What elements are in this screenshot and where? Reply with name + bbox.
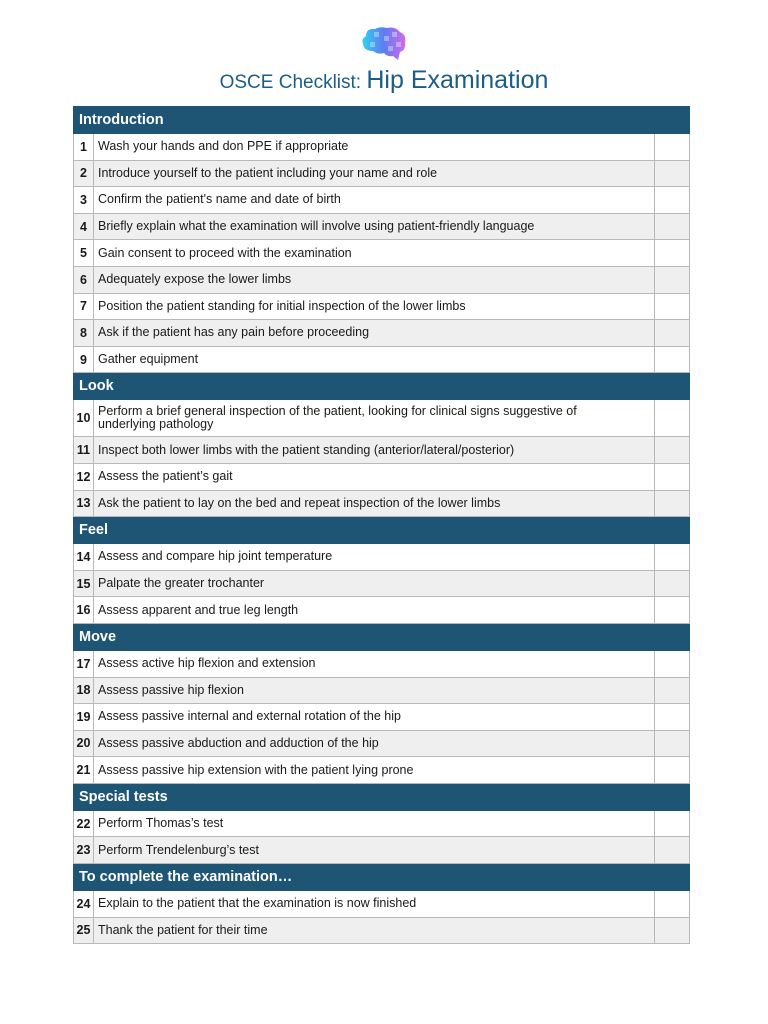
item-text: Confirm the patient's name and date of birth xyxy=(94,187,655,214)
item-text: Gather equipment xyxy=(94,346,655,373)
item-text: Assess apparent and true leg length xyxy=(94,597,655,624)
checkbox-cell[interactable] xyxy=(654,570,689,597)
checklist-row xyxy=(74,134,690,161)
title-main: Hip Examination xyxy=(366,66,549,94)
checkbox-cell[interactable] xyxy=(654,134,689,161)
checklist-row xyxy=(74,490,690,517)
checkbox-cell[interactable] xyxy=(654,187,689,214)
item-number: 7 xyxy=(74,293,94,320)
section-complete-examination xyxy=(74,864,690,944)
section-introduction xyxy=(74,107,690,373)
checklist-table xyxy=(73,106,690,944)
item-text: Perform Thomas’s test xyxy=(94,810,655,837)
section-title: Look xyxy=(74,373,690,400)
checklist-row xyxy=(74,837,690,864)
section-title: Move xyxy=(74,623,690,650)
checklist-row xyxy=(74,240,690,267)
item-text: Briefly explain what the examination will involve using patient-friendly language xyxy=(94,213,655,240)
checklist-row xyxy=(74,650,690,677)
item-number: 16 xyxy=(74,597,94,624)
item-number: 15 xyxy=(74,570,94,597)
item-number: 22 xyxy=(74,810,94,837)
item-number: 14 xyxy=(74,544,94,571)
section-header xyxy=(74,864,690,891)
item-text: Perform a brief general inspection of the patient, looking for clinical signs suggestive of underlying pathology xyxy=(94,400,655,437)
checklist-row xyxy=(74,891,690,918)
item-number: 23 xyxy=(74,837,94,864)
checkbox-cell[interactable] xyxy=(654,757,689,784)
page-title xyxy=(0,66,768,95)
brain-logo-icon xyxy=(360,26,408,64)
item-number: 12 xyxy=(74,463,94,490)
checkbox-cell[interactable] xyxy=(654,437,689,464)
checklist-row xyxy=(74,400,690,437)
checkbox-cell[interactable] xyxy=(654,650,689,677)
checkbox-cell[interactable] xyxy=(654,891,689,918)
item-number: 9 xyxy=(74,346,94,373)
item-text: Wash your hands and don PPE if appropriate xyxy=(94,134,655,161)
checklist-row xyxy=(74,757,690,784)
checkbox-cell[interactable] xyxy=(654,677,689,704)
checklist-row xyxy=(74,570,690,597)
item-number: 11 xyxy=(74,437,94,464)
item-number: 21 xyxy=(74,757,94,784)
item-number: 24 xyxy=(74,891,94,918)
section-feel xyxy=(74,517,690,624)
checklist-row xyxy=(74,704,690,731)
section-look xyxy=(74,373,690,517)
checklist-row xyxy=(74,160,690,187)
checkbox-cell[interactable] xyxy=(654,346,689,373)
item-text: Assess and compare hip joint temperature xyxy=(94,544,655,571)
item-number: 5 xyxy=(74,240,94,267)
checkbox-cell[interactable] xyxy=(654,704,689,731)
section-title: To complete the examination… xyxy=(74,864,690,891)
item-text: Position the patient standing for initial inspection of the lower limbs xyxy=(94,293,655,320)
item-text: Perform Trendelenburg’s test xyxy=(94,837,655,864)
section-title: Feel xyxy=(74,517,690,544)
section-header xyxy=(74,623,690,650)
checklist-row xyxy=(74,213,690,240)
checkbox-cell[interactable] xyxy=(654,837,689,864)
item-text: Thank the patient for their time xyxy=(94,917,655,944)
item-number: 3 xyxy=(74,187,94,214)
checkbox-cell[interactable] xyxy=(654,917,689,944)
item-text: Assess passive internal and external rotation of the hip xyxy=(94,704,655,731)
item-text: Assess active hip flexion and extension xyxy=(94,650,655,677)
item-text: Ask the patient to lay on the bed and repeat inspection of the lower limbs xyxy=(94,490,655,517)
checklist-row xyxy=(74,293,690,320)
checklist-row xyxy=(74,463,690,490)
checkbox-cell[interactable] xyxy=(654,544,689,571)
checkbox-cell[interactable] xyxy=(654,463,689,490)
title-prefix: OSCE Checklist: xyxy=(219,72,367,93)
item-number: 4 xyxy=(74,213,94,240)
checklist-row xyxy=(74,730,690,757)
section-title: Introduction xyxy=(74,107,690,134)
item-number: 17 xyxy=(74,650,94,677)
item-text: Adequately expose the lower limbs xyxy=(94,266,655,293)
item-number: 2 xyxy=(74,160,94,187)
checkbox-cell[interactable] xyxy=(654,597,689,624)
checkbox-cell[interactable] xyxy=(654,730,689,757)
item-number: 13 xyxy=(74,490,94,517)
checkbox-cell[interactable] xyxy=(654,293,689,320)
item-number: 6 xyxy=(74,266,94,293)
checklist-row xyxy=(74,810,690,837)
item-text: Explain to the patient that the examination is now finished xyxy=(94,891,655,918)
checkbox-cell[interactable] xyxy=(654,240,689,267)
checkbox-cell[interactable] xyxy=(654,490,689,517)
item-text: Assess passive hip flexion xyxy=(94,677,655,704)
checklist-row xyxy=(74,346,690,373)
item-text: Inspect both lower limbs with the patient standing (anterior/lateral/posterior) xyxy=(94,437,655,464)
section-header xyxy=(74,107,690,134)
checkbox-cell[interactable] xyxy=(654,400,689,437)
checkbox-cell[interactable] xyxy=(654,266,689,293)
checklist-row xyxy=(74,187,690,214)
item-number: 1 xyxy=(74,134,94,161)
section-header xyxy=(74,517,690,544)
item-number: 20 xyxy=(74,730,94,757)
checklist-row xyxy=(74,677,690,704)
section-special-tests xyxy=(74,783,690,863)
section-move xyxy=(74,623,690,783)
item-number: 25 xyxy=(74,917,94,944)
section-title: Special tests xyxy=(74,783,690,810)
item-text: Gain consent to proceed with the examination xyxy=(94,240,655,267)
item-number: 8 xyxy=(74,320,94,347)
section-header xyxy=(74,373,690,400)
checklist-row xyxy=(74,437,690,464)
item-text: Introduce yourself to the patient including your name and role xyxy=(94,160,655,187)
item-text: Assess passive hip extension with the patient lying prone xyxy=(94,757,655,784)
checklist-row xyxy=(74,597,690,624)
checkbox-cell[interactable] xyxy=(654,160,689,187)
section-header xyxy=(74,783,690,810)
item-number: 19 xyxy=(74,704,94,731)
item-text: Assess passive abduction and adduction of the hip xyxy=(94,730,655,757)
item-text: Assess the patient’s gait xyxy=(94,463,655,490)
item-text: Ask if the patient has any pain before proceeding xyxy=(94,320,655,347)
item-number: 10 xyxy=(74,400,94,437)
item-number: 18 xyxy=(74,677,94,704)
checklist-row xyxy=(74,320,690,347)
checklist-row xyxy=(74,544,690,571)
item-text: Palpate the greater trochanter xyxy=(94,570,655,597)
checklist-row xyxy=(74,266,690,293)
checkbox-cell[interactable] xyxy=(654,213,689,240)
checkbox-cell[interactable] xyxy=(654,810,689,837)
checkbox-cell[interactable] xyxy=(654,320,689,347)
checklist-row xyxy=(74,917,690,944)
